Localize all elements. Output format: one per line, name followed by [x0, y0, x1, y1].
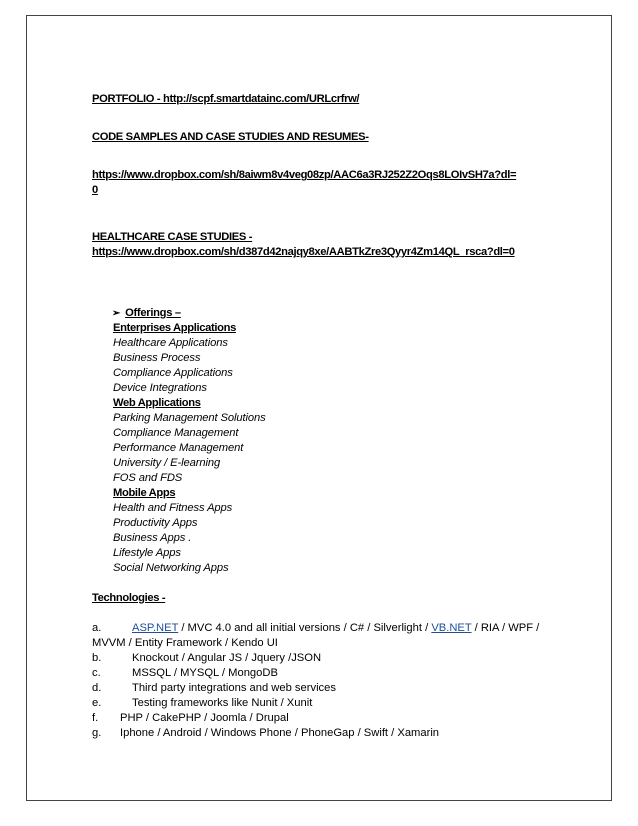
- list-item: Health and Fitness Apps: [113, 502, 233, 514]
- tech-label: c.: [92, 667, 101, 679]
- tech-label: a.: [92, 622, 102, 634]
- list-item: Business Apps .: [113, 532, 192, 544]
- portfolio-line[interactable]: PORTFOLIO - http://scpf.smartdatainc.com/URLcrfrw/: [92, 93, 360, 105]
- tech-text: PHP / CakePHP / Joomla / Drupal: [120, 712, 289, 724]
- tech-row-g: [92, 726, 592, 741]
- code-samples-url-line1[interactable]: https://www.dropbox.com/sh/8aiwm8v4veg08zp/AAC6a3RJ252Z2Oqs8LOIvSH7a?dl=: [92, 169, 517, 181]
- tech-text: Iphone / Android / Windows Phone / PhoneGap / Swift / Xamarin: [120, 727, 440, 739]
- tech-text: Knockout / Angular JS / Jquery /JSON: [132, 652, 322, 664]
- tech-label: g.: [92, 727, 102, 739]
- tech-row-d: [92, 681, 592, 696]
- list-item: Social Networking Apps: [113, 562, 229, 574]
- tech-row-b: [92, 651, 592, 666]
- offerings-heading: [112, 306, 592, 321]
- list-item: Performance Management: [113, 442, 244, 454]
- list-item: Device Integrations: [113, 382, 207, 394]
- tech-label: d.: [92, 682, 102, 694]
- healthcare-heading: HEALTHCARE CASE STUDIES -: [92, 231, 253, 243]
- tech-text: / MVC 4.0 and all initial versions / C# / Silverlight /: [178, 622, 432, 634]
- list-item: Compliance Applications: [113, 367, 233, 379]
- list-item: Business Process: [113, 352, 201, 364]
- tech-label: b.: [92, 652, 102, 664]
- code-samples-url-line2[interactable]: 0: [92, 184, 98, 196]
- tech-label: f.: [92, 712, 99, 724]
- list-item: Healthcare Applications: [113, 337, 228, 349]
- list-item: Parking Management Solutions: [113, 412, 266, 424]
- tech-row-f: [92, 711, 592, 726]
- tech-row-a-continued: MVVM / Entity Framework / Kendo UI: [92, 637, 278, 649]
- code-samples-heading: CODE SAMPLES AND CASE STUDIES AND RESUMES-: [92, 131, 369, 143]
- offerings-title: Offerings –: [125, 307, 181, 319]
- tech-label: e.: [92, 697, 102, 709]
- document-body: [92, 92, 592, 741]
- tech-text: MSSQL / MYSQL / MongoDB: [132, 667, 278, 679]
- tech-row-a: [92, 621, 592, 636]
- group-heading-mobile: Mobile Apps: [113, 487, 176, 499]
- tech-row-c: [92, 666, 592, 681]
- group-heading-web: Web Applications: [113, 397, 201, 409]
- list-item: University / E-learning: [113, 457, 221, 469]
- list-item: Compliance Management: [113, 427, 239, 439]
- offerings-list: [113, 321, 592, 576]
- aspnet-link[interactable]: ASP.NET: [132, 622, 179, 634]
- list-item: Productivity Apps: [113, 517, 198, 529]
- list-item: Lifestyle Apps: [113, 547, 181, 559]
- vbnet-link[interactable]: VB.NET: [431, 622, 472, 634]
- tech-text: / RIA / WPF /: [471, 622, 540, 634]
- tech-text: Testing frameworks like Nunit / Xunit: [132, 697, 313, 709]
- tech-row-e: [92, 696, 592, 711]
- group-heading-enterprise: Enterprises Applications: [113, 322, 236, 334]
- healthcare-url[interactable]: https://www.dropbox.com/sh/d387d42najqy8xe/AABTkZre3Qyyr4Zm14QL_rsca?dl=0: [92, 246, 515, 258]
- arrow-bullet-icon: ➢: [112, 308, 121, 319]
- tech-text: Third party integrations and web services: [132, 682, 336, 694]
- list-item: FOS and FDS: [113, 472, 183, 484]
- technologies-heading: Technologies -: [92, 592, 166, 604]
